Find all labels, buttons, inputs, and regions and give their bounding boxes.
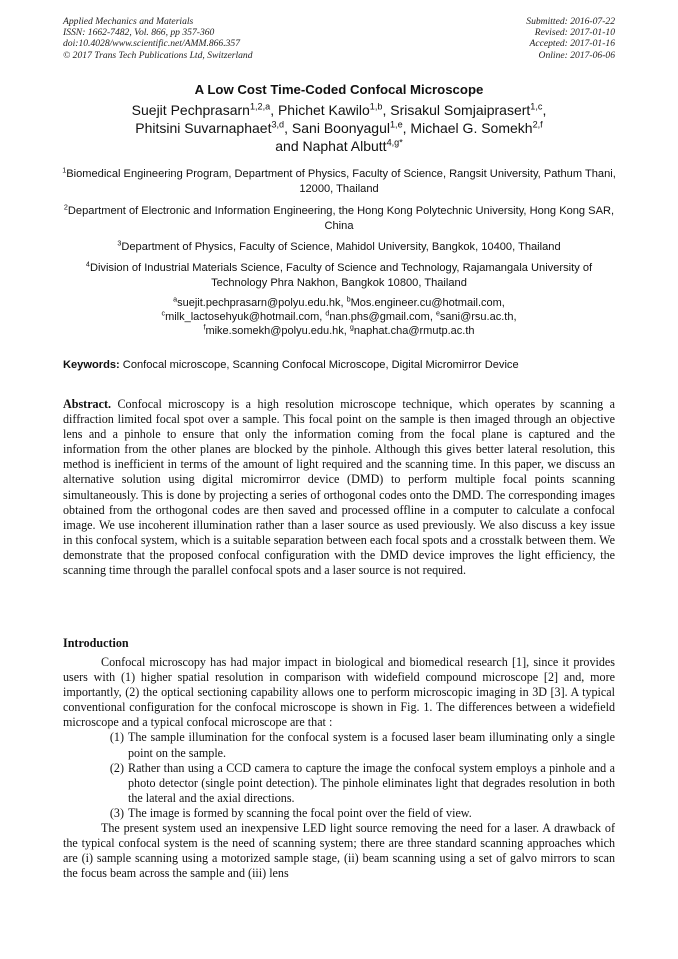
author-affiliation-mark: 3,d	[271, 119, 285, 130]
keywords	[63, 359, 623, 371]
email-address[interactable]: nan.phs@gmail.com,	[329, 311, 436, 324]
list-item-text: The sample illumination for the confocal system is a focused laser beam illuminating only a single point on the sample.	[128, 730, 615, 760]
email-mark: f	[203, 323, 206, 332]
author-separator: ,	[402, 120, 411, 136]
author-name: Sani Boonyagul	[291, 120, 390, 136]
list-item-text: The image is formed by scanning the focal point over the field of view.	[128, 805, 472, 820]
paper-title: A Low Cost Time-Coded Confocal Microscope	[194, 82, 484, 97]
keywords-label: Keywords:	[63, 359, 120, 371]
email-address[interactable]: Mos.engineer.cu@hotmail.com,	[350, 297, 505, 309]
journal-name: Applied Mechanics and Materials	[63, 16, 194, 27]
author-name: Michael G. Somekh	[410, 120, 533, 136]
email-list	[58, 296, 620, 339]
intro-paragraph-1: Confocal microscopy has had major impact in biological and biomedical research [1], since it provides users with (1) higher spatial resolution in comparison with widefield compound microscope [2] and, more importantly, (2) the optical sectioning capability allows one to perform microscopic imaging in 3D [3]. A typical conventional configuration for the confocal microscope is shown in Fig. 1. The differences between a widefield microscope and a typical confocal microscope are that :	[63, 655, 615, 730]
author-affiliation-mark: 2,f	[532, 119, 543, 130]
list-item	[63, 730, 615, 760]
abstract	[63, 397, 615, 578]
date-revised: Revised: 2017-01-10	[534, 27, 615, 39]
email-mark: g	[349, 323, 354, 332]
author-name: Suejit Pechprasarn	[131, 102, 250, 118]
affiliation-number: 1	[62, 165, 67, 175]
author-affiliation-mark: 1,b	[369, 101, 383, 112]
affiliation-number: 4	[85, 259, 90, 269]
email-mark: a	[173, 295, 178, 304]
email-mark: e	[435, 309, 440, 318]
journal-doi: doi:10.4028/www.scientific.net/AMM.866.357	[63, 38, 241, 50]
affiliation-number: 3	[117, 238, 122, 248]
affiliation-number: 2	[63, 202, 68, 212]
author-affiliation-mark: 1,c	[530, 101, 543, 112]
affiliation-text: Department of Physics, Faculty of Science, Mahidol University, Bangkok, 10400, Thailand	[121, 241, 561, 253]
journal-copyright: © 2017 Trans Tech Publications Ltd, Switzerland	[63, 49, 253, 61]
email-address[interactable]: suejit.pechprasarn@polyu.edu.hk,	[177, 297, 347, 309]
affiliation-3	[58, 240, 620, 255]
affiliation-1	[58, 167, 620, 198]
author-separator: ,	[382, 102, 391, 118]
email-mark: b	[346, 295, 351, 304]
affiliation-text: Biomedical Engineering Program, Department of Physics, Faculty of Science, Rangsit University, Pathum Thani, 12000, Thailand	[66, 168, 616, 196]
email-address[interactable]: naphat.cha@rmutp.ac.th	[353, 325, 475, 338]
abstract-text: Confocal microscopy is a high resolution microscope technique, which operates by scanning a diffraction limited focal spot over a sample. This focal point on the sample is then imaged through an objective lens and a pinhole to ensure that only the information coming from the focal plane is captured and the information from the other planes are blocked by the pinhole. Although this gives better lateral resolution, this method is inefficient in terms of the amount of light required and the scanning time. In this paper, we discuss an alternative solution using digital micromirror device (DMD) to perform multiple focal points scanning simultaneously. This is done by projecting a series of orthogonal codes onto the DMD. The corresponding images obtained from the orthogonal codes are then saved and processed offline in a computer to calculate a confocal image. We use incoherent illumination rather than a laser source as used previously. We also discuss a key issue in this confocal system, which is a suitable separation between each focal spots and a crosstalk between them. We demonstrate that the proposed confocal configuration with the DMD device improves the light efficiency, the scanning time through the parallel confocal spots and a laser source is not required.	[63, 397, 615, 578]
author-name: Phichet Kawilo	[277, 102, 370, 118]
list-item	[63, 806, 615, 821]
author-separator: ,	[542, 102, 547, 118]
email-address[interactable]: sani@rsu.ac.th,	[439, 311, 517, 324]
affiliation-text: Department of Electronic and Information Engineering, the Hong Kong Polytechnic University, Hong Kong SAR, China	[67, 205, 615, 233]
keywords-text: Confocal microscope, Scanning Confocal Microscope, Digital Micromirror Device	[119, 359, 519, 371]
affiliation-2	[58, 204, 620, 235]
author-separator: ,	[284, 120, 292, 136]
list-item-number: (3)	[109, 805, 124, 820]
email-mark: d	[325, 309, 330, 318]
author-name: Srisakul Somjaiprasert	[390, 102, 531, 118]
author-name: and Naphat Albutt	[275, 138, 387, 154]
affiliation-text: Division of Industrial Materials Science, Faculty of Science and Technology, Rajamangala University of Technology Phra Nakhon, Bangkok 10800, Thailand	[89, 262, 593, 290]
affiliation-4	[58, 261, 620, 292]
author-affiliation-mark: 1,2,a	[249, 101, 271, 112]
date-submitted: Submitted: 2016-07-22	[526, 16, 615, 27]
email-address[interactable]: mike.somekh@polyu.edu.hk,	[205, 325, 350, 338]
abstract-label: Abstract.	[63, 397, 112, 411]
date-accepted: Accepted: 2017-01-16	[529, 38, 615, 50]
author-name: Phitsini Suvarnaphaet	[135, 120, 272, 136]
section-heading-introduction: Introduction	[63, 636, 129, 650]
list-item	[63, 761, 615, 806]
email-address[interactable]: milk_lactosehyuk@hotmail.com,	[165, 311, 326, 324]
list-item-number: (1)	[109, 730, 124, 745]
intro-paragraph-2: The present system used an inexpensive LED light source removing the need for a laser. A drawback of the typical confocal system is the need of scanning system; there are three standard scanning approaches which are (i) sample scanning using a motorized sample stage, (ii) beam scanning using a set of galvo mirrors to scan the focus beam across the sample and (iii) lens	[63, 821, 615, 881]
differences-list	[63, 730, 615, 821]
author-list	[40, 101, 638, 155]
email-mark: c	[161, 309, 166, 318]
submission-dates	[526, 16, 615, 61]
author-affiliation-mark: 4,g*	[386, 137, 403, 148]
author-separator: ,	[270, 102, 278, 118]
date-online: Online: 2017-06-06	[538, 49, 615, 61]
list-item-number: (2)	[109, 760, 124, 775]
author-affiliation-mark: 1,e	[389, 119, 403, 130]
journal-info	[63, 16, 253, 61]
journal-issn: ISSN: 1662-7482, Vol. 866, pp 357-360	[63, 27, 215, 39]
introduction-body	[63, 655, 615, 881]
list-item-text: Rather than using a CCD camera to capture the image the confocal system employs a pinhole and a photo detector (single point detection). The pinhole eliminates light that degrades resolution in both the lateral and the axial directions.	[128, 760, 615, 805]
